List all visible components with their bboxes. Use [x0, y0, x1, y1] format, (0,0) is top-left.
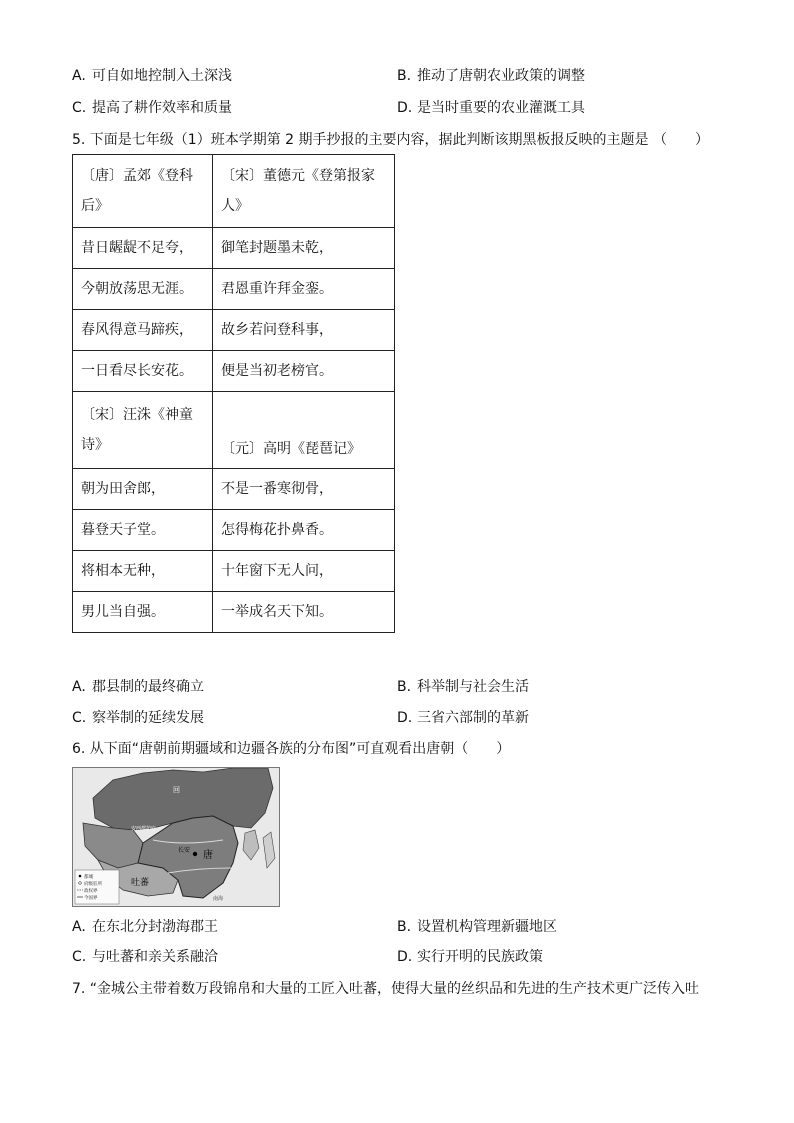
- q6-option-b[interactable]: B. 设置机构管理新疆地区: [397, 919, 557, 935]
- q5-option-c[interactable]: C. 察举制的延续发展: [72, 710, 204, 726]
- q4-option-b[interactable]: B. 推动了唐朝农业政策的调整: [397, 68, 585, 84]
- q5-stem: 5. 下面是七年级（1）班本学期第 2 期手抄报的主要内容，据此判断该期黑板报反映的主题是 （ ）: [72, 132, 709, 148]
- table-row: [73, 551, 395, 592]
- table-cell: 怎得梅花扑鼻香。: [213, 510, 395, 551]
- table-cell: 〔宋〕董德元《登第报家人》: [213, 155, 395, 228]
- capital-marker: [193, 852, 197, 856]
- table-row: [73, 592, 395, 633]
- table-row: [73, 510, 395, 551]
- q4-option-a[interactable]: A. 可自如地控制入土深浅: [72, 68, 232, 84]
- q4-option-d[interactable]: D. 是当时重要的农业灌溉工具: [397, 100, 585, 116]
- table-row: [73, 469, 395, 510]
- legend-item: 府级驻所: [84, 882, 102, 887]
- map-label-huihe: 回: [173, 786, 180, 794]
- legend-item: 政权界: [84, 889, 98, 894]
- table-cell: 便是当初老榜官。: [213, 351, 395, 392]
- q6-option-c[interactable]: C. 与吐蕃和亲关系融洽: [72, 949, 218, 965]
- table-cell: 〔宋〕汪洙《神童诗》: [73, 392, 213, 469]
- table-cell: 〔元〕高明《琵琶记》: [213, 392, 395, 469]
- table-cell: 男儿当自强。: [73, 592, 213, 633]
- map-label-anxi: 安西都护府: [131, 826, 157, 832]
- table-row: [73, 351, 395, 392]
- q6-option-d[interactable]: D. 实行开明的民族政策: [397, 949, 543, 965]
- legend-item: 今国界: [84, 896, 98, 901]
- table-cell: 将相本无种，: [73, 551, 213, 592]
- table-row: [73, 155, 395, 228]
- table-cell: 不是一番寒彻骨，: [213, 469, 395, 510]
- q6-option-a[interactable]: A. 在东北分封渤海郡王: [72, 919, 218, 935]
- table-cell: 故乡若问登科事，: [213, 310, 395, 351]
- table-row: [73, 392, 395, 469]
- q5-option-d[interactable]: D. 三省六部制的革新: [397, 710, 529, 726]
- map-label-tubo: 吐蕃: [131, 878, 150, 888]
- table-cell: 今朝放荡思无涯。: [73, 269, 213, 310]
- q4-option-c[interactable]: C. 提高了耕作效率和质量: [72, 100, 232, 116]
- table-cell: 一日看尽长安花。: [73, 351, 213, 392]
- legend-capital-icon: [79, 875, 82, 878]
- legend-item: 都城: [84, 875, 93, 880]
- map-label-tang: 唐: [203, 850, 213, 861]
- q7-stem: 7. “金城公主带着数万段锦帛和大量的工匠入吐蕃，使得大量的丝织品和先进的生产技术更广泛传入吐: [72, 981, 700, 997]
- q6-stem: 6. 从下面“唐朝前期疆域和边疆各族的分布图”可直观看出唐朝（ ）: [72, 741, 511, 757]
- table-cell: 〔唐〕孟郊《登科后》: [73, 155, 213, 228]
- table-cell: 朝为田舍郎，: [73, 469, 213, 510]
- q5-option-b[interactable]: B. 科举制与社会生活: [397, 679, 529, 695]
- table-row: [73, 228, 395, 269]
- map-label-sea: 南海: [213, 896, 224, 902]
- table-cell: 昔日龌龊不足夸，: [73, 228, 213, 269]
- table-cell: 一举成名天下知。: [213, 592, 395, 633]
- table-row: [73, 269, 395, 310]
- poem-table: [72, 154, 395, 633]
- q5-option-a[interactable]: A. 郡县制的最终确立: [72, 679, 204, 695]
- table-cell: 十年窗下无人问，: [213, 551, 395, 592]
- table-cell: 君恩重许拜金銮。: [213, 269, 395, 310]
- table-cell: 暮登天子堂。: [73, 510, 213, 551]
- tang-territory-map: [72, 767, 280, 907]
- table-cell: 御笔封题墨未乾，: [213, 228, 395, 269]
- map-label-changan: 长安: [178, 847, 191, 854]
- map-graphic: [73, 768, 279, 906]
- table-row: [73, 310, 395, 351]
- table-cell: 春风得意马蹄疾，: [73, 310, 213, 351]
